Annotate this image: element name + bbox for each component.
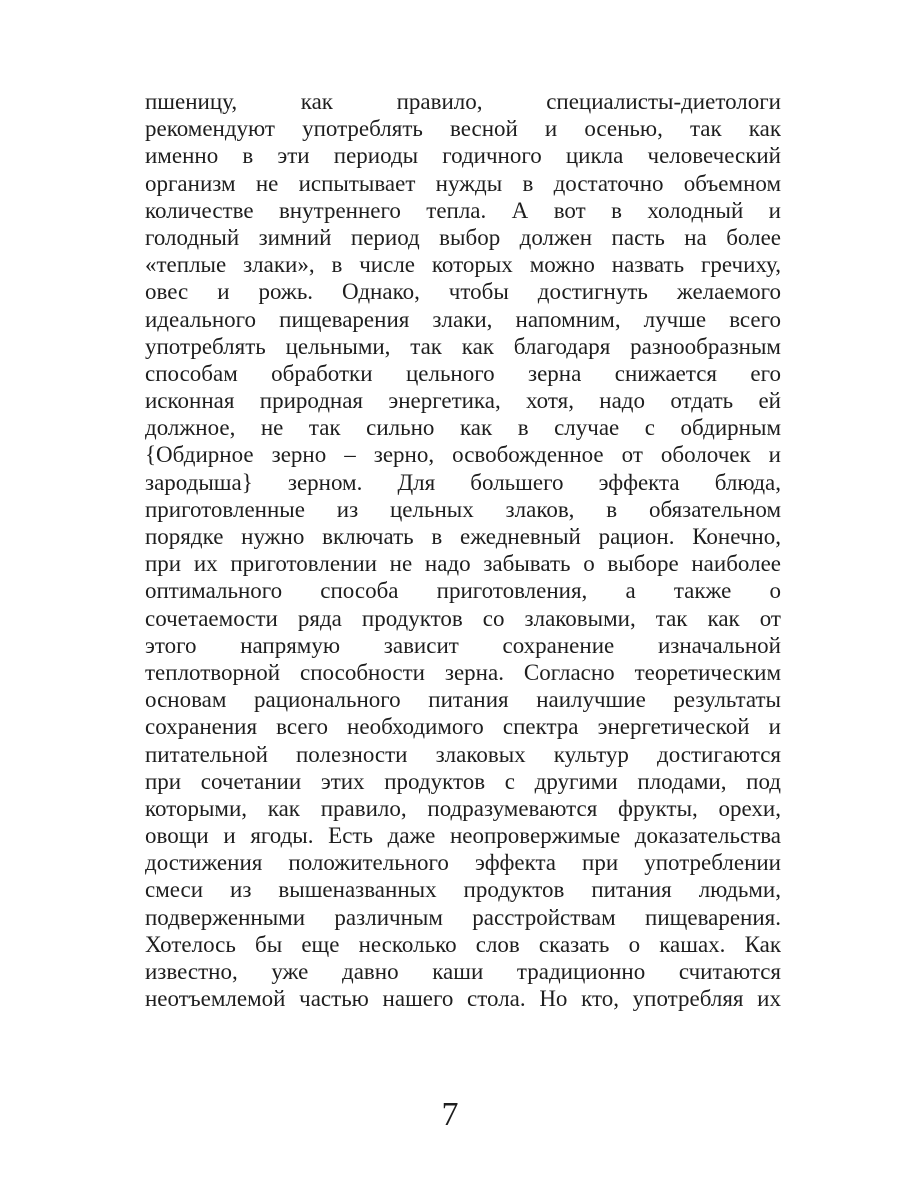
- text-line: при их приготовлении не надо забывать о выборе наиболее: [145, 551, 781, 577]
- text-line: порядке нужно включать в ежедневный рацион. Конечно,: [145, 524, 781, 549]
- text-line: сочетаемости ряда продуктов со злаковыми, так как от: [145, 605, 781, 631]
- text-line: исконная природная энергетика, хотя, надо отдать ей: [145, 388, 781, 414]
- text-line: этого напрямую зависит сохранение изначальной: [145, 632, 781, 658]
- text-line: овощи и ягоды. Есть даже неопровержимые доказательства: [145, 823, 781, 849]
- text-line: овес и рожь. Однако, чтобы достигнуть желаемого: [145, 279, 781, 305]
- text-line: приготовленные из цельных злаков, в обязательном: [145, 496, 781, 522]
- text-line: {Обдирное зерно – зерно, освобожденное от оболочек и: [145, 442, 781, 468]
- text-line: достижения положительного эффекта при употреблении: [145, 850, 781, 876]
- text-line: основам рационального питания наилучшие результаты: [145, 687, 781, 713]
- text-line: сохранения всего необходимого спектра энергетической и: [145, 714, 781, 740]
- text-line: рекомендуют употреблять весной и осенью, так как: [145, 116, 781, 142]
- text-line: должное, не так сильно как в случае с обдирным: [145, 415, 781, 441]
- text-line: теплотворной способности зерна. Согласно теоретическим: [145, 659, 781, 685]
- text-line: смеси из вышеназванных продуктов питания людьми,: [145, 877, 781, 903]
- text-line: зародыша} зерном. Для большего эффекта блюда,: [145, 469, 781, 495]
- text-line: при сочетании этих продуктов с другими плодами, под: [145, 768, 781, 794]
- text-line: которыми, как правило, подразумеваются фрукты, орехи,: [145, 795, 781, 821]
- text-line: количестве внутреннего тепла. А вот в холодный и: [145, 197, 781, 223]
- text-line: подверженными различным расстройствам пищеварения.: [145, 904, 781, 930]
- text-line: способам обработки цельного зерна снижается его: [145, 360, 781, 386]
- text-line: питательной полезности злаковых культур достигаются: [145, 741, 781, 767]
- text-line: организм не испытывает нужды в достаточно объемном: [145, 170, 781, 196]
- text-line: именно в эти периоды годичного цикла человеческий: [145, 143, 781, 169]
- page-number: 7: [441, 1096, 459, 1133]
- text-line: идеального пищеварения злаки, напомним, лучше всего: [145, 306, 781, 332]
- text-line: голодный зимний период выбор должен пасть на более: [145, 224, 781, 250]
- text-line: «теплые злаки», в числе которых можно назвать гречиху,: [145, 252, 781, 278]
- text-line: известно, уже давно каши традиционно считаются: [145, 959, 781, 984]
- text-line: употреблять цельными, так как благодаря разнообразным: [145, 333, 781, 359]
- text-line: Хотелось бы еще несколько слов сказать о кашах. Как: [145, 931, 781, 957]
- text-line: оптимального способа приготовления, а также о: [145, 578, 781, 604]
- text-line: пшеницу, как правило, специалисты-диетологи: [145, 89, 781, 114]
- text-line: неотъемлемой частью нашего стола. Но кто, употребляя их: [145, 986, 781, 1012]
- body-text: [145, 88, 781, 1012]
